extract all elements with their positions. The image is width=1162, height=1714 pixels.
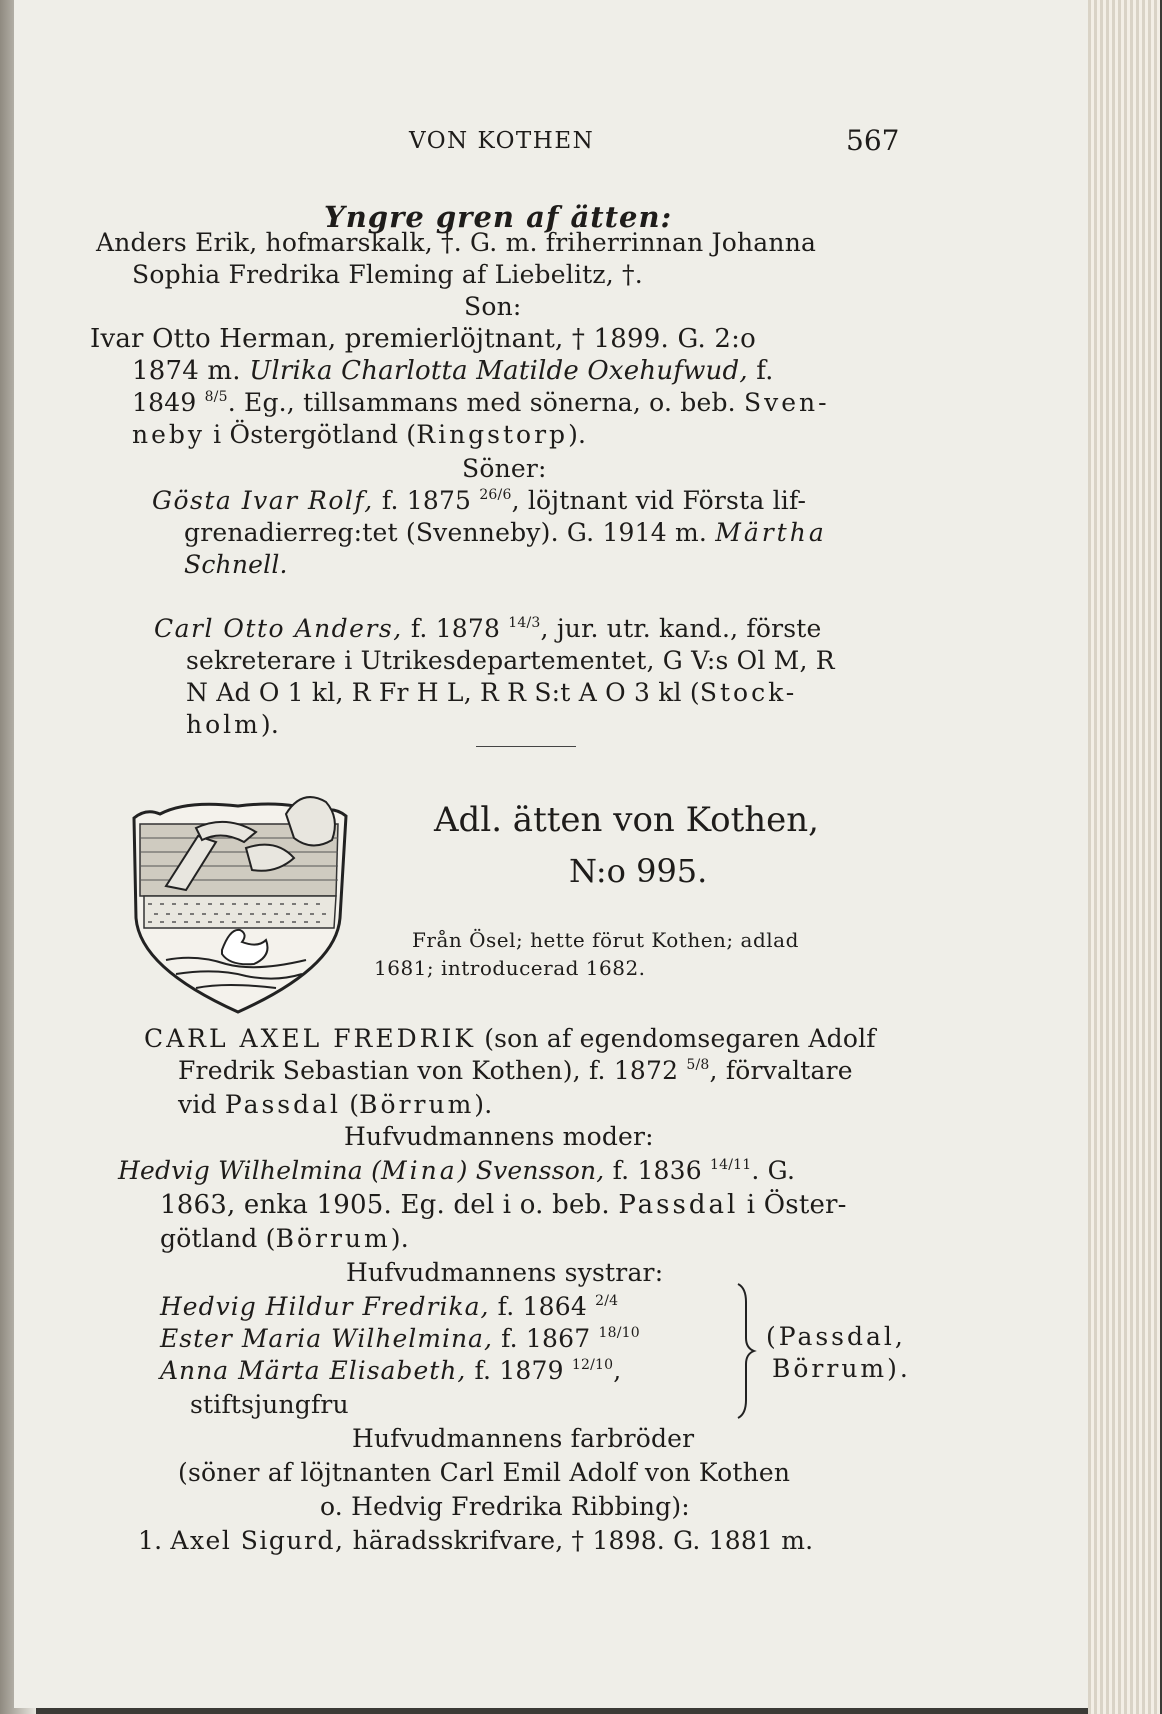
hedvig-line-1-c: . G. xyxy=(751,1156,796,1185)
ivar-date: 8/5 xyxy=(204,389,228,405)
ivar-line-3-a: 1849 xyxy=(132,388,205,417)
sister-3-title: stiftsjungfru xyxy=(190,1390,349,1419)
hedvig-date: 14/11 xyxy=(710,1157,752,1173)
carl-axel-line-1-b: (son af egendomsegaren Adolf xyxy=(476,1024,876,1053)
carl-axel-line-3-b: ( xyxy=(341,1090,360,1119)
gosta-line-1 xyxy=(152,486,806,515)
sister-2-date: 18/10 xyxy=(598,1325,640,1341)
carl-date: 14/3 xyxy=(508,615,541,631)
hedvig-name-b: ) Svensson, xyxy=(457,1156,605,1185)
carl-axel-line-2 xyxy=(178,1056,853,1085)
carl-axel-borrum: Börrum xyxy=(359,1090,475,1119)
carl-line-2: sekreterare i Utrikesdepartementet, G V:s Ol M, R xyxy=(186,646,835,675)
ivar-line-3-b: . Eg., tillsammans med sönerna, o. beb. xyxy=(227,388,744,417)
ivar-line-4-c: ). xyxy=(568,420,587,449)
axel-line-1 xyxy=(138,1526,813,1555)
hedvig-place: Passdal xyxy=(618,1190,739,1220)
hedvig-borrum: Börrum xyxy=(275,1224,391,1253)
carl-line-4-b: ). xyxy=(260,710,279,739)
uncles-heading: Hufvudmannens farbröder xyxy=(352,1424,695,1453)
gosta-line-2-a: grenadierreg:tet (Svenneby). G. 1914 m. xyxy=(184,518,716,547)
hedvig-line-3 xyxy=(160,1224,409,1253)
carl-axel-name: CARL AXEL FREDRIK xyxy=(144,1024,477,1053)
ivar-line-2-b: f. xyxy=(747,356,774,386)
gosta-wife-1: Märtha xyxy=(715,518,827,547)
section-divider xyxy=(476,746,576,747)
sister-2 xyxy=(160,1324,640,1353)
hedvig-line-1 xyxy=(118,1156,795,1185)
carl-axel-line-3 xyxy=(178,1090,492,1119)
hedvig-line-3-b: ). xyxy=(390,1224,409,1253)
hedvig-line-2-a: 1863, enka 1905. Eg. del i o. beb. xyxy=(160,1190,619,1220)
ivar-place-1: Sven- xyxy=(743,388,830,417)
origin-line-2: 1681; introducerad 1682. xyxy=(374,956,646,980)
sister-3-b: f. 1879 xyxy=(466,1356,572,1385)
carl-axel-date: 5/8 xyxy=(686,1057,710,1073)
hedvig-line-3-a: götland ( xyxy=(160,1224,276,1253)
carl-axel-place: Passdal xyxy=(224,1090,342,1119)
ivar-line-1: Ivar Otto Herman, premierlöjtnant, † 1899. G. 2:o xyxy=(90,324,756,354)
sister-3 xyxy=(160,1356,621,1385)
brace-icon xyxy=(732,1282,762,1420)
gosta-name: Gösta Ivar Rolf, xyxy=(152,486,374,515)
sister-3-c: , xyxy=(613,1356,622,1385)
sons-heading: Söner: xyxy=(462,454,547,483)
uncles-line-2: (söner af löjtnanten Carl Emil Adolf von Kothen xyxy=(178,1458,791,1487)
sisters-heading: Hufvudmannens systrar: xyxy=(346,1258,664,1287)
family-number: N:o 995. xyxy=(569,852,708,890)
carl-line-3-a: N Ad O 1 kl, R Fr H L, R R S:t A O 3 kl ( xyxy=(186,678,700,707)
carl-line-3 xyxy=(186,678,797,707)
section-title: Yngre gren af ätten: xyxy=(324,200,673,234)
sister-1-name: Hedvig Hildur Fredrika, xyxy=(160,1292,490,1321)
family-title: Adl. ätten von Kothen, xyxy=(434,800,819,840)
page-number: 567 xyxy=(846,124,900,157)
carl-line-4 xyxy=(186,710,279,739)
axel-line-1-b: häradsskrifvare, † 1898. G. 1881 m. xyxy=(344,1526,814,1555)
ivar-place-2: neby xyxy=(132,420,206,449)
ivar-line-4-b: i Östergötland ( xyxy=(205,420,417,449)
ivar-line-3 xyxy=(132,388,830,417)
sister-2-name: Ester Maria Wilhelmina, xyxy=(160,1324,493,1353)
carl-line-1-b: , jur. utr. kand., förste xyxy=(540,614,822,643)
sisters-place-2: Börrum). xyxy=(772,1354,911,1383)
ivar-ringstorp: Ringstorp xyxy=(416,420,569,449)
sister-3-date: 12/10 xyxy=(571,1357,614,1373)
gosta-date: 26/6 xyxy=(479,487,512,503)
sister-1-date: 2/4 xyxy=(595,1293,619,1309)
sister-2-b: f. 1867 xyxy=(492,1324,599,1353)
axel-line-1-a: 1. xyxy=(138,1526,171,1555)
mother-heading: Hufvudmannens moder: xyxy=(344,1122,654,1151)
carl-axel-line-1 xyxy=(144,1024,876,1053)
sister-3-name: Anna Märta Elisabeth, xyxy=(160,1356,467,1385)
gosta-line-2 xyxy=(184,518,827,547)
hedvig-line-2-b: i Öster- xyxy=(738,1190,847,1220)
carl-place-2: holm xyxy=(186,710,261,739)
sister-1 xyxy=(160,1292,618,1321)
hedvig-name-mina: Mina xyxy=(381,1156,458,1185)
sister-1-b: f. 1864 xyxy=(489,1292,596,1321)
sisters-place-1: (Passdal, xyxy=(766,1322,906,1351)
gosta-line-1-a: f. 1875 xyxy=(373,486,480,515)
son-heading: Son: xyxy=(464,292,522,321)
carl-axel-line-3-c: ). xyxy=(474,1090,493,1119)
carl-line-1-a: f. 1878 xyxy=(402,614,509,643)
hedvig-name-a: Hedvig Wilhelmina ( xyxy=(118,1156,382,1185)
uncles-line-3: o. Hedvig Fredrika Ribbing): xyxy=(320,1492,690,1521)
carl-line-1 xyxy=(154,614,822,643)
gosta-line-1-b: , löjtnant vid Första lif- xyxy=(511,486,807,515)
axel-name: Axel Sigurd, xyxy=(170,1526,345,1555)
carl-place-1: Stock- xyxy=(699,678,798,707)
book-page xyxy=(14,0,1107,1708)
coat-of-arms-swan-icon xyxy=(126,778,352,1016)
carl-axel-line-3-a: vid xyxy=(178,1090,225,1119)
running-head: VON KOTHEN xyxy=(409,128,595,154)
ivar-line-2-a: 1874 m. xyxy=(132,356,250,386)
page-edge xyxy=(1088,0,1160,1714)
carl-axel-line-2-a: Fredrik Sebastian von Kothen), f. 1872 xyxy=(178,1056,687,1085)
anders-line-2: Sophia Fredrika Fleming af Liebelitz, †. xyxy=(132,260,643,289)
anders-line-1: Anders Erik, hofmarskalk, †. G. m. friherrinnan Johanna xyxy=(96,228,817,257)
hedvig-line-1-b: f. 1836 xyxy=(604,1156,711,1185)
carl-name: Carl Otto Anders, xyxy=(154,614,403,643)
hedvig-line-2 xyxy=(160,1190,847,1220)
ivar-wife-name: Ulrika Charlotta Matilde Oxehufwud, xyxy=(249,356,748,386)
carl-axel-line-2-b: , förvaltare xyxy=(709,1056,853,1085)
origin-line-1: Från Ösel; hette förut Kothen; adlad xyxy=(412,928,799,952)
gosta-wife-2: Schnell. xyxy=(184,550,288,579)
ivar-line-2 xyxy=(132,356,774,386)
ivar-line-4 xyxy=(132,420,586,449)
